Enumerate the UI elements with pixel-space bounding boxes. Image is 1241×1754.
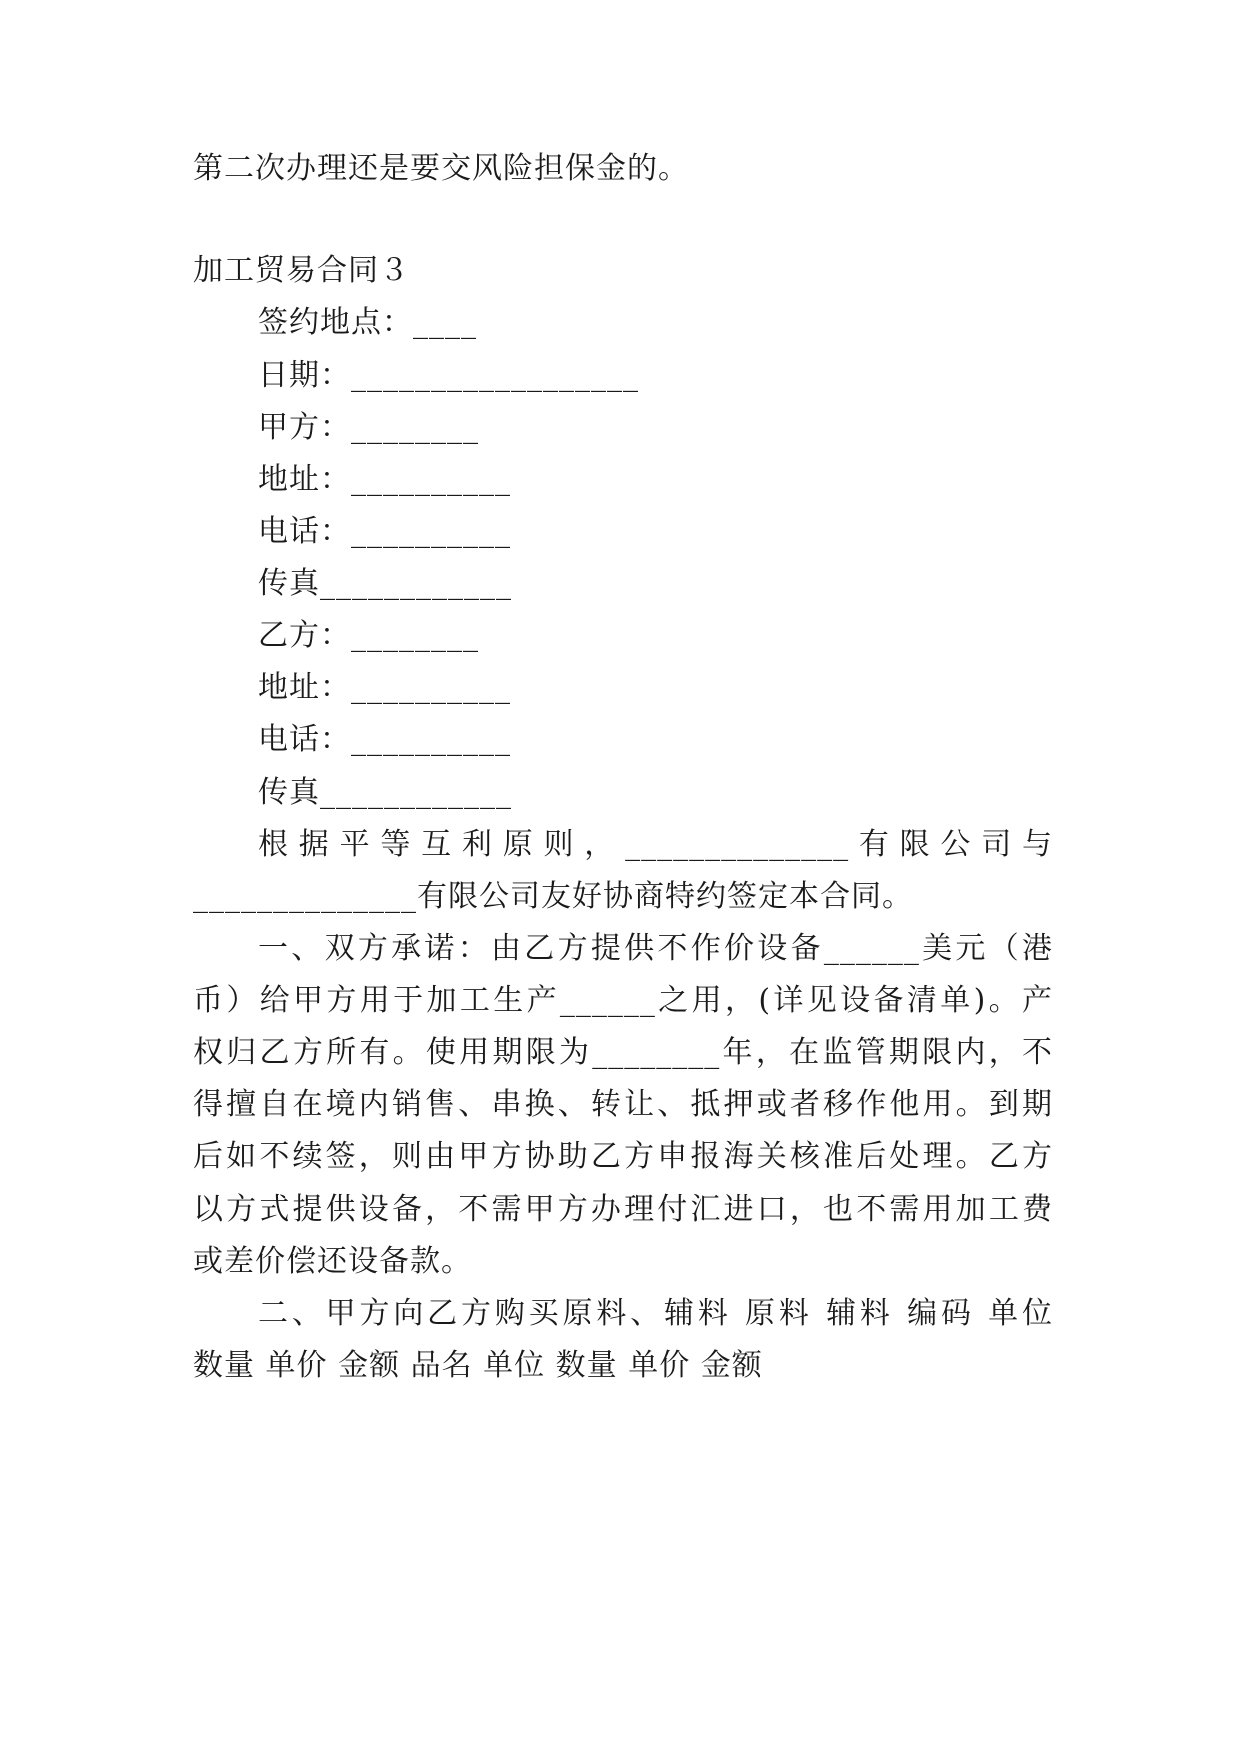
field-date: 日期：__________________ <box>258 358 639 393</box>
field-party-b-fax: 传真____________ <box>258 775 512 810</box>
paragraph-clause-1-line-4: 得擅自在境内销售、串换、转让、抵押或者移作他用。到期 <box>193 1087 1053 1122</box>
paragraph-clause-1-line-3: 权归乙方所有。使用期限为________年，在监管期限内，不 <box>193 1035 1053 1070</box>
field-party-a-phone: 电话：__________ <box>258 514 511 549</box>
paragraph-clause-1-line-6: 以方式提供设备，不需甲方办理付汇进口，也不需用加工费 <box>193 1192 1053 1227</box>
contract-title: 加工贸易合同３ <box>193 253 410 288</box>
field-party-b-phone: 电话：__________ <box>258 722 511 757</box>
paragraph-clause-2-line-2: 数量 单价 金额 品名 单位 数量 单价 金额 <box>193 1348 763 1383</box>
paragraph-clause-1-line-7: 或差价偿还设备款。 <box>193 1244 472 1279</box>
field-party-b-address: 地址：__________ <box>258 670 511 705</box>
paragraph-clause-1-line-5: 后如不续签，则由甲方协助乙方申报海关核准后处理。乙方 <box>193 1139 1053 1174</box>
paragraph-preamble-line-2: ______________有限公司友好协商特约签定本合同。 <box>193 879 913 914</box>
paragraph-clause-1-line-1: 一、双方承诺：由乙方提供不作价设备______美元（港 <box>258 931 1053 966</box>
field-party-a: 甲方：________ <box>258 410 479 445</box>
intro-line: 第二次办理还是要交风险担保金的。 <box>193 151 689 186</box>
field-party-b: 乙方：________ <box>258 618 479 653</box>
paragraph-clause-2-line-1: 二、甲方向乙方购买原料、辅料 原料 辅料 编码 单位 <box>258 1296 1053 1331</box>
paragraph-preamble-line-1: 根据平等互利原则，______________有限公司与 <box>258 827 1053 862</box>
paragraph-clause-1-line-2: 币）给甲方用于加工生产______之用，(详见设备清单)。产 <box>193 983 1053 1018</box>
field-party-a-address: 地址：__________ <box>258 462 511 497</box>
field-party-a-fax: 传真____________ <box>258 566 512 601</box>
field-signing-place: 签约地点：____ <box>258 305 477 340</box>
